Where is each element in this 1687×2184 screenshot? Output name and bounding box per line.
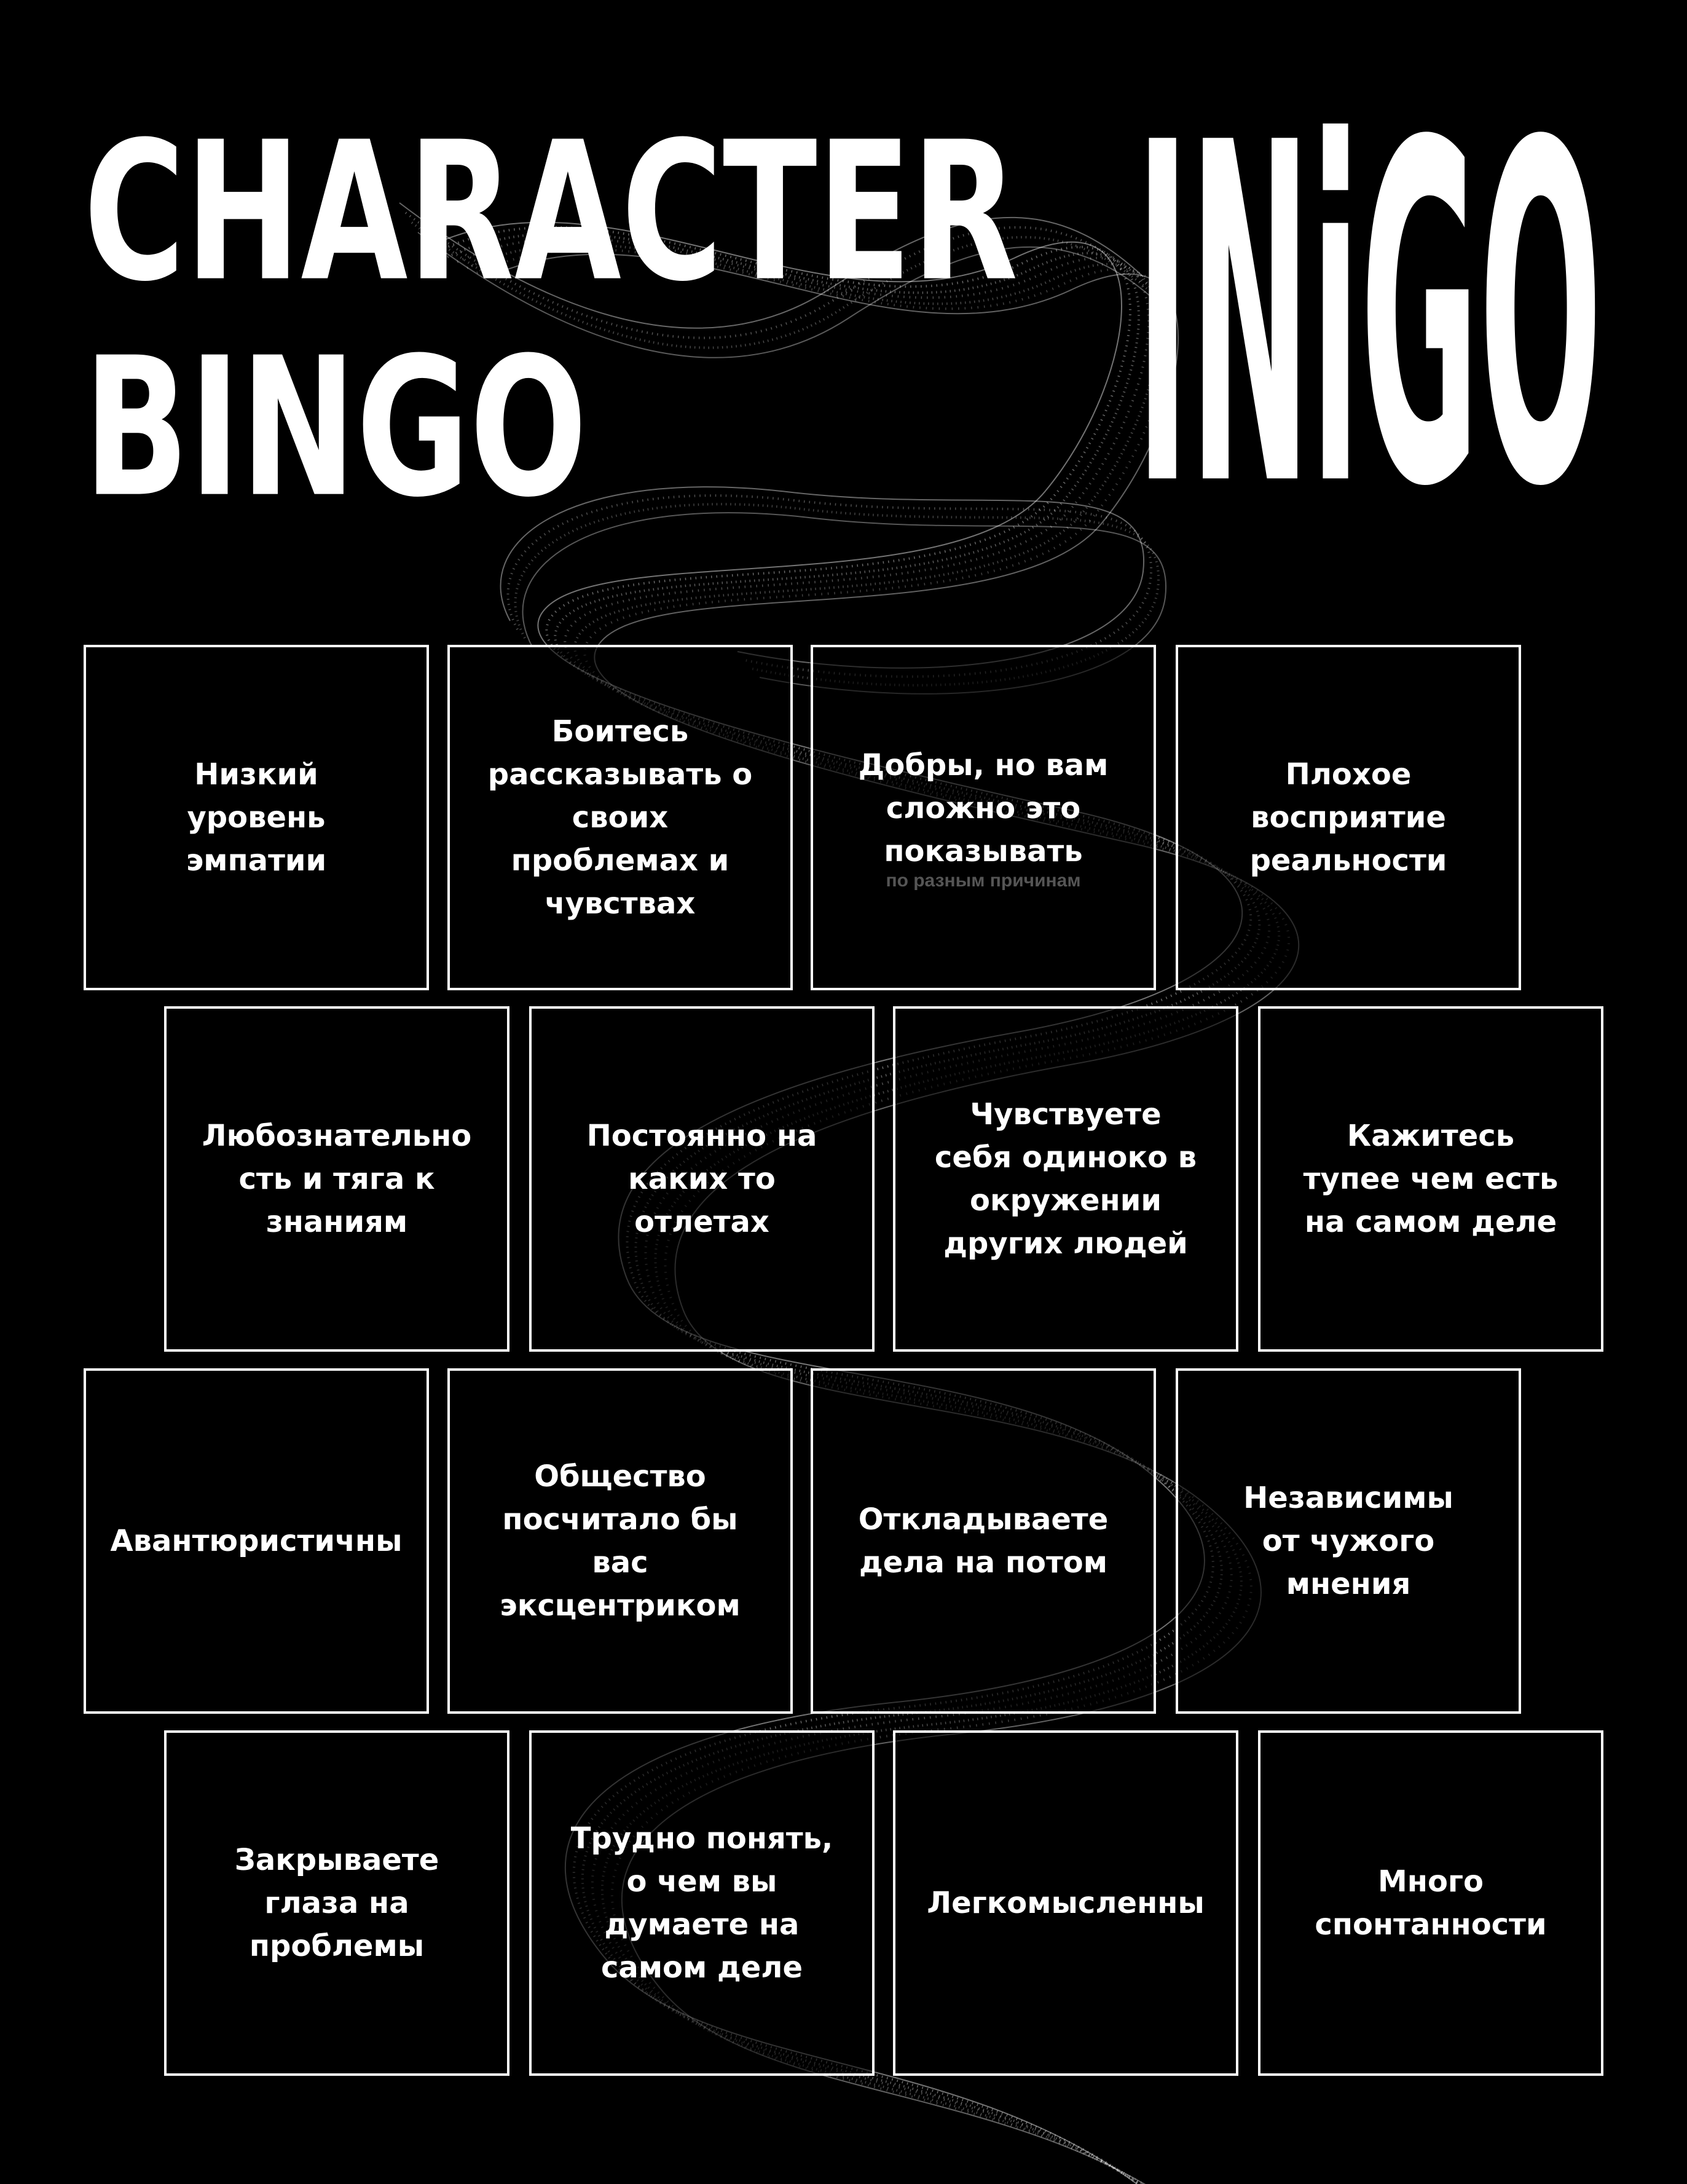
bingo-cell-text: Авантюристичны: [110, 1524, 403, 1558]
bingo-cell-text: Низкий уровень эмпатии: [186, 757, 327, 878]
bingo-cell-text: Общество посчитало бы вас эксцентриком: [500, 1459, 741, 1623]
bingo-cell-text: Добры, но вам сложно это показывать: [858, 748, 1109, 869]
inigo-logo: INiGO: [1135, 46, 1602, 589]
bingo-cell-text: Плохое восприятие реальности: [1249, 757, 1447, 878]
bingo-cell: [1258, 1006, 1603, 1352]
bingo-cell-text: Любознательно сть и тяга к знаниям: [202, 1119, 472, 1239]
bingo-cell: [1258, 1730, 1603, 2076]
bingo-cell-text: Много спонтанности: [1315, 1864, 1547, 1942]
bingo-cell: [1176, 645, 1521, 990]
bingo-cell-text: Откладываете дела на потом: [858, 1502, 1109, 1580]
bingo-cell: [529, 1006, 875, 1352]
bingo-cell-text: Кажитесь тупее чем есть на самом деле: [1303, 1119, 1559, 1239]
bingo-cell-text: Чувствуете себя одиноко в окружении других людей: [934, 1097, 1197, 1261]
bingo-cell-text: Независимы от чужого мнения: [1243, 1481, 1453, 1601]
bingo-cell: [84, 1368, 429, 1714]
bingo-cell: [529, 1730, 875, 2076]
title-line-2: BINGO: [84, 317, 588, 540]
bingo-cell: [893, 1006, 1238, 1352]
smoke-strand: [500, 487, 1144, 668]
bingo-cell: [893, 1730, 1238, 2076]
bingo-cell: [1176, 1368, 1521, 1714]
bingo-cell: [84, 645, 429, 990]
bingo-cell-text: Закрываете глаза на проблемы: [234, 1843, 439, 1963]
bingo-cell: [164, 1730, 509, 2076]
bingo-cell: [447, 1368, 793, 1714]
bingo-cell: [164, 1006, 509, 1352]
bingo-cell: [811, 1368, 1156, 1714]
bingo-cell-text: Постоянно на каких то отлетах: [586, 1119, 817, 1239]
bingo-cell-text: Легкомысленны: [927, 1886, 1205, 1920]
bingo-cell: [811, 645, 1156, 990]
title-line-1: CHARACTER: [84, 101, 1018, 325]
bingo-cell: [447, 645, 793, 990]
bingo-cell-note: по разным причинам: [886, 870, 1081, 891]
bingo-cell-text: Трудно понять, о чем вы думаете на самом деле: [570, 1821, 833, 1985]
bingo-cell-text: Боитесь рассказывать о своих проблемах и чувствах: [487, 714, 753, 921]
